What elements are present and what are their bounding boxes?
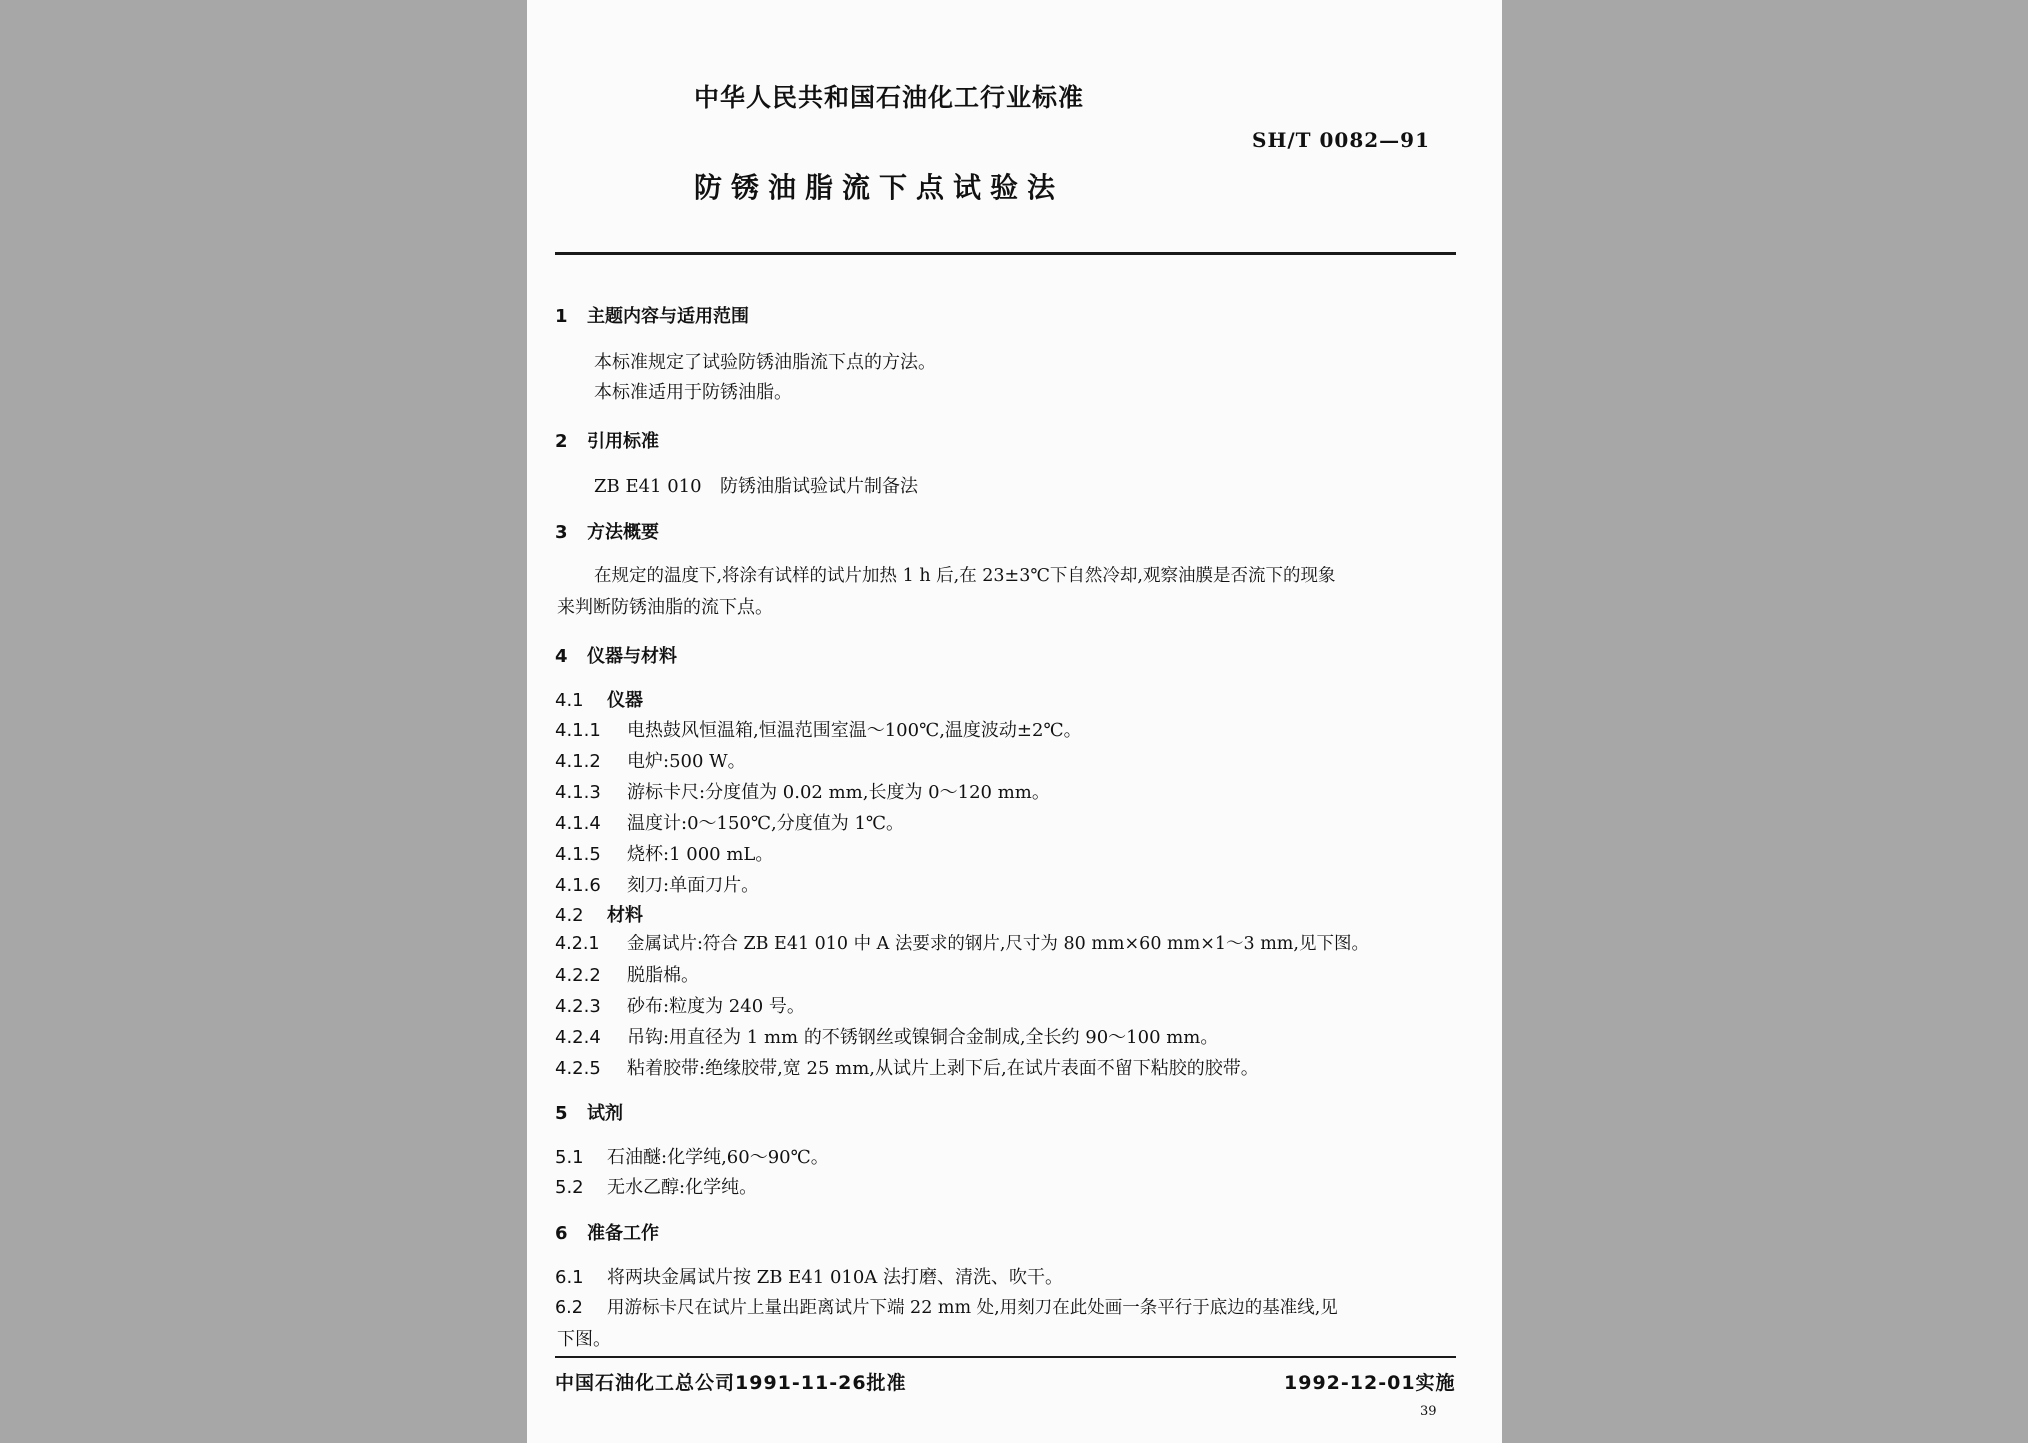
list-item: 4.1.1 电热鼓风恒温箱,恒温范围室温～100℃,温度波动±2℃。	[555, 720, 1082, 741]
section-number: 4	[555, 646, 568, 667]
paragraph-line: 本标准适用于防锈油脂。	[594, 382, 792, 403]
subsection-title: 材料	[607, 905, 643, 926]
standard-code: SH/T 0082—91	[1252, 128, 1430, 152]
approval-date: 中国石油化工总公司1991-11-26批准	[555, 1372, 907, 1394]
section-3-heading	[555, 518, 659, 544]
section-2-heading	[555, 427, 659, 453]
list-item: 4.1.6 刻刀:单面刀片。	[555, 875, 760, 896]
document-page	[527, 0, 1502, 1443]
header-rule	[555, 252, 1456, 255]
section-number: 5	[555, 1103, 568, 1124]
section-title: 试剂	[587, 1103, 623, 1124]
section-title: 方法概要	[587, 522, 659, 543]
section-4-heading	[555, 642, 677, 668]
subsection-number: 4.1	[555, 690, 584, 711]
subsection-4-2-heading	[555, 901, 643, 927]
section-title: 准备工作	[587, 1223, 659, 1244]
list-item: 5.1 石油醚:化学纯,60～90℃。	[555, 1147, 829, 1168]
subsection-number: 4.2	[555, 905, 584, 926]
list-item: 4.1.5 烧杯:1 000 mL。	[555, 844, 774, 865]
section-title: 引用标准	[587, 431, 659, 452]
subsection-title: 仪器	[607, 690, 643, 711]
list-item: 5.2 无水乙醇:化学纯。	[555, 1177, 758, 1198]
list-item: 4.2.1 金属试片:符合 ZB E41 010 中 A 法要求的钢片,尺寸为 80 mm×60 mm×1～3 mm,见下图。	[555, 934, 1369, 954]
paragraph-line: 下图。	[557, 1329, 611, 1350]
reference-code: ZB E41 010	[594, 476, 702, 497]
section-5-heading	[555, 1099, 623, 1125]
subsection-4-1-heading	[555, 686, 643, 712]
section-title: 仪器与材料	[587, 646, 677, 667]
reference-title: 防锈油脂试验试片制备法	[720, 476, 918, 497]
section-1-heading	[555, 302, 749, 328]
list-item: 4.2.5 粘着胶带:绝缘胶带,宽 25 mm,从试片上剥下后,在试片表面不留下粘胶的胶带。	[555, 1058, 1259, 1079]
list-item: 6.2 用游标卡尺在试片上量出距离试片下端 22 mm 处,用刻刀在此处画一条平行于底边的基准线,见	[555, 1298, 1338, 1318]
list-item: 4.1.4 温度计:0～150℃,分度值为 1℃。	[555, 813, 905, 834]
footer-rule	[555, 1356, 1456, 1358]
section-number: 1	[555, 306, 568, 327]
list-item: 4.1.2 电炉:500 W。	[555, 751, 746, 772]
section-title: 主题内容与适用范围	[587, 306, 749, 327]
section-number: 6	[555, 1223, 568, 1244]
paragraph-line: 来判断防锈油脂的流下点。	[557, 597, 773, 618]
list-item: 6.1 将两块金属试片按 ZB E41 010A 法打磨、清洗、吹干。	[555, 1267, 1064, 1288]
list-item: 4.2.2 脱脂棉。	[555, 965, 699, 986]
reference-line	[594, 472, 918, 498]
list-item: 4.1.3 游标卡尺:分度值为 0.02 mm,长度为 0～120 mm。	[555, 782, 1050, 803]
list-item: 4.2.3 砂布:粒度为 240 号。	[555, 996, 805, 1017]
section-6-heading	[555, 1219, 659, 1245]
paragraph-line: 在规定的温度下,将涂有试样的试片加热 1 h 后,在 23±3℃下自然冷却,观察油膜是否流下的现象	[594, 566, 1336, 586]
section-number: 3	[555, 522, 568, 543]
org-title: 中华人民共和国石油化工行业标准	[694, 83, 1085, 112]
list-item: 4.2.4 吊钩:用直径为 1 mm 的不锈钢丝或镍铜合金制成,全长约 90～100 mm。	[555, 1027, 1219, 1048]
document-title: 防锈油脂流下点试验法	[694, 171, 1065, 204]
paragraph-line: 本标准规定了试验防锈油脂流下点的方法。	[594, 352, 936, 373]
page-number: 39	[1420, 1404, 1437, 1419]
section-number: 2	[555, 431, 568, 452]
implementation-date: 1992-12-01实施	[1284, 1372, 1456, 1394]
